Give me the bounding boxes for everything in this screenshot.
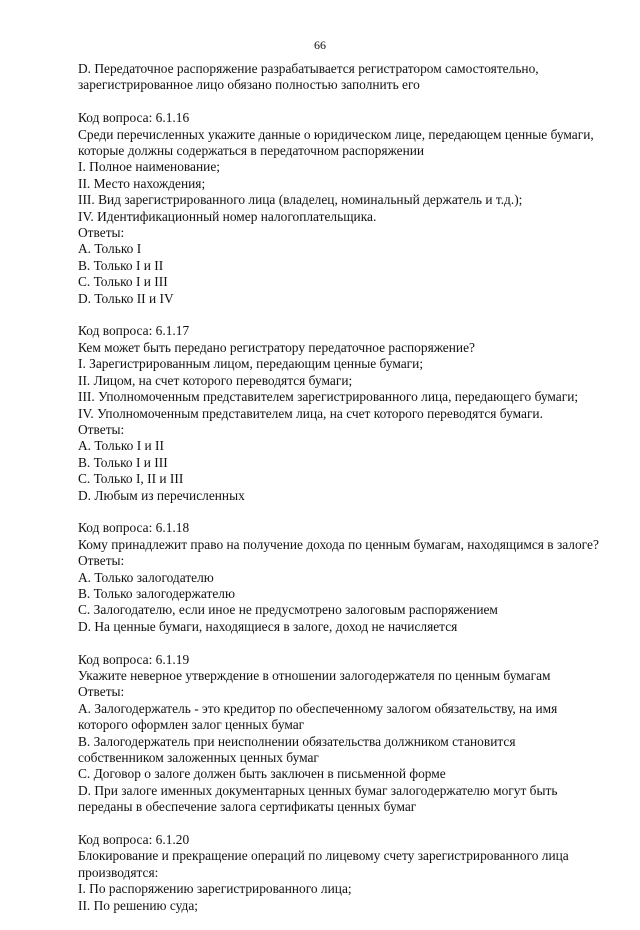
answer-item: C. Договор о залоге должен быть заключен в письменной форме [78, 766, 446, 782]
answer-item: D. На ценные бумаги, находящиеся в залоге, доход не начисляется [78, 618, 458, 634]
answer-item: собственником заложенных ценных бумаг [78, 750, 319, 765]
answer-item: D. Любым из перечисленных [78, 487, 245, 503]
question-text: Блокирование и прекращение операций по лицевому счету зарегистрированного лица [78, 848, 569, 864]
option-item: II. Место нахождения; [78, 175, 206, 191]
answers-heading: Ответы: [78, 553, 125, 569]
answer-item: A. Только залогодателю [78, 569, 214, 585]
option-item: IV. Идентификационный номер налогоплательщика. [78, 208, 377, 224]
question-text: производятся: [78, 864, 159, 880]
question-6-1-17 [78, 323, 608, 503]
answer-item: B. Залогодержатель при неисполнении обязательства должником становится [78, 733, 516, 749]
answer-item: B. Только I и II [78, 257, 164, 273]
answer-item: A. Только I и II [78, 438, 164, 454]
option-item: III. Уполномоченным представителем зарегистрированного лица, передающего бумаги; [78, 389, 579, 405]
intro-line: зарегистрированное лицо обязано полностью заполнить его [78, 77, 420, 93]
answer-item: которого оформлен залог ценных бумаг [78, 717, 305, 733]
intro-line: D. Передаточное распоряжение разрабатывается регистратором самостоятельно, [78, 61, 539, 76]
answer-item: B. Только I и III [78, 454, 168, 470]
question-6-1-18 [78, 520, 608, 635]
question-text: которые должны содержаться в передаточном распоряжении [78, 143, 425, 159]
option-item: I. По распоряжению зарегистрированного лица; [78, 881, 352, 897]
answers-heading: Ответы: [78, 225, 125, 241]
answers-heading: Ответы: [78, 684, 125, 700]
answer-item: D. При залоге именных документарных ценных бумаг залогодержателю могут быть [78, 782, 558, 798]
answer-item: C. Залогодателю, если иное не предусмотрено залоговым распоряжением [78, 602, 498, 618]
question-6-1-19 [78, 652, 608, 816]
answer-item: C. Только I и III [78, 274, 168, 290]
page-content [78, 61, 608, 930]
question-6-1-20 [78, 832, 608, 914]
option-item: II. Лицом, на счет которого переводятся бумаги; [78, 372, 353, 388]
question-text: Укажите неверное утверждение в отношении залогодержателя по ценным бумагам [78, 667, 551, 683]
answer-item: A. Залогодержатель - это кредитор по обеспеченному залогом обязательству, на имя [78, 700, 558, 716]
question-text: Среди перечисленных укажите данные о юридическом лице, передающем ценные бумаги, [78, 126, 594, 142]
question-code: Код вопроса: 6.1.20 [78, 832, 190, 848]
question-code: Код вопроса: 6.1.19 [78, 651, 190, 667]
question-text: Кому принадлежит право на получение дохода по ценным бумагам, находящимся в залоге? [78, 536, 599, 552]
question-code: Код вопроса: 6.1.16 [78, 110, 190, 126]
option-item: IV. Уполномоченным представителем лица, на счет которого переводятся бумаги. [78, 405, 543, 421]
answer-item: B. Только залогодержателю [78, 585, 235, 601]
page-number: 66 [314, 38, 326, 52]
option-item: II. По решению суда; [78, 897, 198, 913]
answer-item: C. Только I, II и III [78, 471, 184, 487]
question-code: Код вопроса: 6.1.17 [78, 323, 190, 339]
option-item: I. Зарегистрированным лицом, передающим ценные бумаги; [78, 356, 424, 372]
answer-item: A. Только I [78, 241, 142, 257]
question-text: Кем может быть передано регистратору передаточное распоряжение? [78, 339, 475, 355]
answer-item: D. Только II и IV [78, 290, 174, 306]
option-item: I. Полное наименование; [78, 159, 220, 175]
option-item: III. Вид зарегистрированного лица (владелец, номинальный держатель и т.д.); [78, 192, 523, 208]
answers-heading: Ответы: [78, 421, 125, 437]
intro-paragraph [78, 61, 608, 94]
question-code: Код вопроса: 6.1.18 [78, 520, 190, 536]
answer-item: переданы в обеспечение залога сертификаты ценных бумаг [78, 799, 417, 815]
question-6-1-16 [78, 110, 608, 307]
